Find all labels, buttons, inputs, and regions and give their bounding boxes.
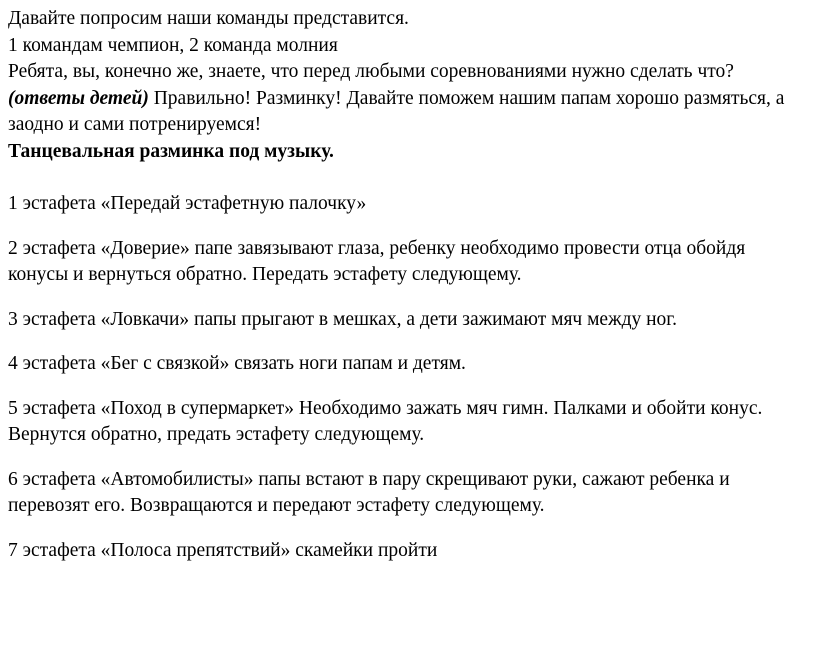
intro-line-1: Давайте попросим наши команды представится. <box>8 8 409 29</box>
relay-paragraph-3: 3 эстафета «Ловкачи» папы прыгают в мешках, а дети зажимают мяч между ног. <box>8 308 677 330</box>
relay-paragraph-4: 4 эстафета «Бег с связкой» связать ноги папам и детям. <box>8 353 466 375</box>
relay-paragraph-6: 6 эстафета «Автомобилисты» папы встают в пару скрещивают руки, сажают ребенка и перевозят его. Возвращаются и передают эстафету следующему. <box>8 468 730 517</box>
question-text: Ребята, вы, конечно же, знаете, что перед любыми соревнованиями нужно сделать что? <box>8 61 734 83</box>
relay-paragraph-1: 1 эстафета «Передай эстафетную палочку» <box>8 193 367 215</box>
intro-line-2: 1 командам чемпион, 2 команда молния <box>8 34 338 56</box>
warmup-heading: Танцевальная разминка под музыку. <box>8 140 334 162</box>
question-italic-note: (ответы детей) <box>8 87 149 109</box>
relay-paragraph-7: 7 эстафета «Полоса препятствий» скамейки пройти <box>8 539 438 561</box>
answer-text: Правильно! Разминку! Давайте поможем нашим папам хорошо размяться, а заодно и сами потренируемся! <box>8 87 785 136</box>
relay-paragraph-5: 5 эстафета «Поход в супермаркет» Необходимо зажать мяч гимн. Палками и обойти конус. Вернутся обратно, предать эстафету следующему. <box>8 397 763 446</box>
intro-block <box>8 6 798 165</box>
intro-paragraph <box>8 6 798 165</box>
relay-paragraph-2: 2 эстафета «Доверие» папе завязывают глаза, ребенку необходимо провести отца обойдя конусы и вернуться обратно. Передать эстафету следующему. <box>8 237 746 286</box>
